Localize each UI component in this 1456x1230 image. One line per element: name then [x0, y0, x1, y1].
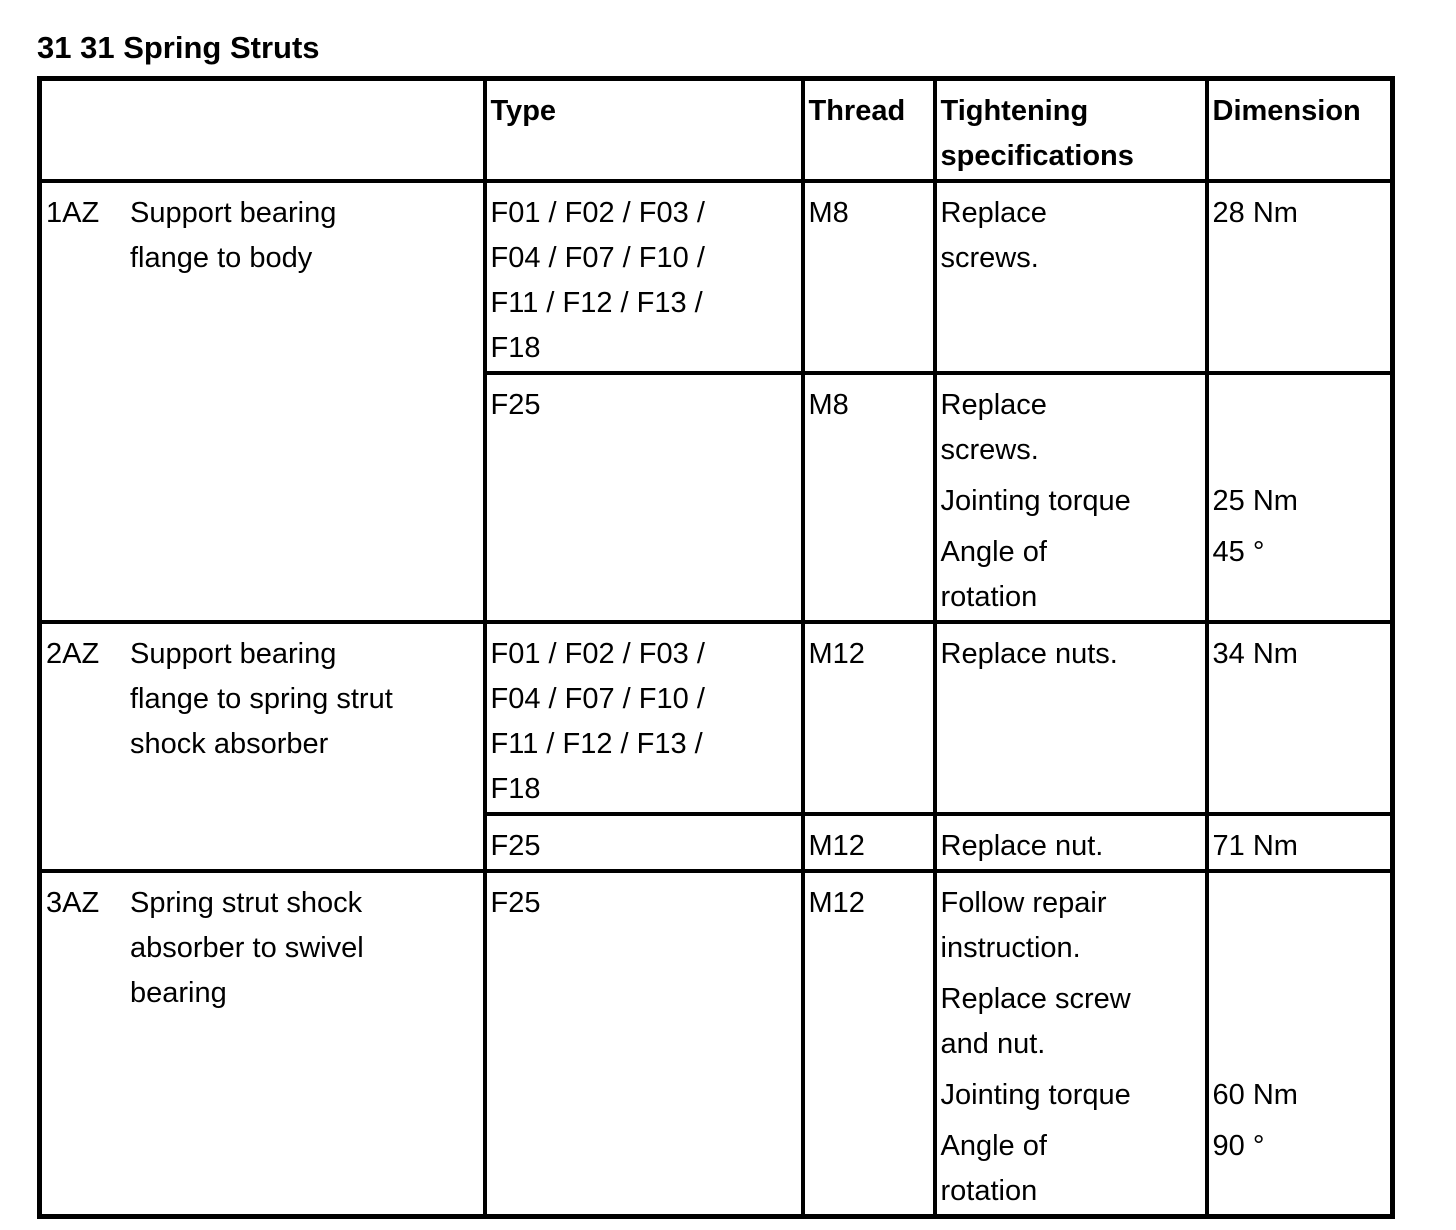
spec-line: Replace [940, 389, 1047, 421]
item-cell-3az [40, 871, 485, 1217]
type-cell [485, 622, 803, 814]
header-tightening-specifications [935, 79, 1207, 182]
type-cell [485, 814, 803, 871]
description-line: Support bearing [130, 638, 337, 670]
tightening-spec-cell [935, 871, 1207, 1217]
type-line: F25 [490, 887, 541, 919]
thread-value: M12 [808, 638, 865, 670]
description-line: absorber to swivel [130, 932, 364, 964]
thread-cell [803, 814, 935, 871]
description-line: Spring strut shock [130, 887, 363, 919]
description-line: bearing [130, 977, 227, 1009]
type-line: F11 / F12 / F13 / [490, 728, 703, 760]
header-thread-label: Thread [808, 95, 906, 127]
dimension-value: 60 Nm [1212, 1079, 1298, 1111]
dimension-cell [1207, 373, 1393, 622]
dimension-paragraph [1213, 530, 1389, 575]
dimension-value: 71 Nm [1212, 830, 1298, 862]
dimension-cell [1207, 181, 1393, 373]
table-row-1az-sub1 [40, 181, 1393, 373]
spec-paragraph [941, 1073, 1203, 1118]
type-line: F25 [490, 389, 541, 421]
description-line: flange to body [130, 242, 313, 274]
item-description-2az [130, 632, 481, 767]
thread-value: M12 [808, 887, 865, 919]
item-head-1az [46, 191, 481, 281]
type-cell [485, 373, 803, 622]
type-cell [485, 181, 803, 373]
thread-value: M8 [808, 389, 849, 421]
spec-line: rotation [940, 1175, 1038, 1207]
header-type [485, 79, 803, 182]
thread-value: M8 [808, 197, 849, 229]
page-title: 31 31 Spring Struts [37, 30, 320, 65]
spec-paragraph [941, 1124, 1203, 1214]
dimension-spacer [1213, 881, 1389, 1073]
item-label-2az: 2AZ [46, 638, 100, 670]
spec-line: instruction. [940, 932, 1081, 964]
description-line: flange to spring strut [130, 683, 393, 715]
spec-line: Angle of [940, 536, 1047, 568]
spec-line: Replace nuts. [940, 638, 1118, 670]
item-label-3az: 3AZ [46, 887, 100, 919]
dimension-paragraph [1213, 632, 1389, 677]
spec-paragraph [941, 977, 1203, 1067]
header-thread [803, 79, 935, 182]
spec-paragraph [941, 824, 1203, 869]
type-line: F25 [490, 830, 541, 862]
table-row-3az [40, 871, 1393, 1217]
thread-cell [803, 181, 935, 373]
spring-struts-spec-table [37, 76, 1395, 1219]
description-line: Support bearing [130, 197, 337, 229]
type-line: F01 / F02 / F03 / [490, 638, 705, 670]
thread-cell [803, 622, 935, 814]
spec-paragraph [941, 881, 1203, 971]
type-line: F04 / F07 / F10 / [490, 242, 705, 274]
dimension-paragraph [1213, 1124, 1389, 1169]
spec-line: and nut. [940, 1028, 1046, 1060]
item-description-1az [130, 191, 481, 281]
dimension-cell [1207, 871, 1393, 1217]
dimension-cell [1207, 622, 1393, 814]
dimension-value: 28 Nm [1212, 197, 1298, 229]
dimension-paragraph [1213, 479, 1389, 524]
type-line: F18 [490, 773, 541, 805]
tightening-spec-cell [935, 622, 1207, 814]
spec-line: Jointing torque [940, 485, 1131, 517]
header-dimension-label: Dimension [1212, 95, 1361, 127]
tightening-spec-cell [935, 373, 1207, 622]
type-line: F04 / F07 / F10 / [490, 683, 705, 715]
header-dimension [1207, 79, 1393, 182]
thread-cell [803, 871, 935, 1217]
spec-line: Replace [940, 197, 1047, 229]
spec-line: Replace screw [940, 983, 1131, 1015]
type-cell [485, 871, 803, 1217]
dimension-value: 25 Nm [1212, 485, 1298, 517]
table-row-2az-sub1 [40, 622, 1393, 814]
type-line: F11 / F12 / F13 / [490, 287, 703, 319]
item-label-1az: 1AZ [46, 197, 100, 229]
spec-paragraph [941, 530, 1203, 620]
spec-line: screws. [940, 434, 1039, 466]
thread-value: M12 [808, 830, 865, 862]
spec-paragraph [941, 383, 1203, 473]
header-type-label: Type [490, 95, 557, 127]
type-line: F01 / F02 / F03 / [490, 197, 705, 229]
spec-line: Jointing torque [940, 1079, 1131, 1111]
item-head-2az [46, 632, 481, 767]
thread-cell [803, 373, 935, 622]
item-cell-1az [40, 181, 485, 622]
item-cell-2az [40, 622, 485, 871]
spec-line: Angle of [940, 1130, 1047, 1162]
dimension-paragraph [1213, 824, 1389, 869]
spec-line: screws. [940, 242, 1039, 274]
spec-paragraph [941, 632, 1203, 677]
description-line: shock absorber [130, 728, 329, 760]
header-tightening-line-1: Tightening [940, 95, 1089, 127]
spec-paragraph [941, 479, 1203, 524]
dimension-paragraph [1213, 1073, 1389, 1118]
spec-line: Follow repair [940, 887, 1107, 919]
spec-line: Replace nut. [940, 830, 1104, 862]
type-line: F18 [490, 332, 541, 364]
item-head-3az [46, 881, 481, 1016]
spec-paragraph [941, 191, 1203, 281]
dimension-value: 45 ° [1212, 536, 1265, 568]
tightening-spec-cell [935, 181, 1207, 373]
item-description-3az [130, 881, 481, 1016]
dimension-paragraph [1213, 191, 1389, 236]
dimension-value: 90 ° [1212, 1130, 1265, 1162]
spec-line: rotation [940, 581, 1038, 613]
dimension-spacer [1213, 383, 1389, 479]
dimension-cell [1207, 814, 1393, 871]
table-header-row [40, 79, 1393, 182]
tightening-spec-cell [935, 814, 1207, 871]
header-empty-cell [40, 79, 485, 182]
header-tightening-line-2: specifications [940, 140, 1134, 172]
dimension-value: 34 Nm [1212, 638, 1298, 670]
